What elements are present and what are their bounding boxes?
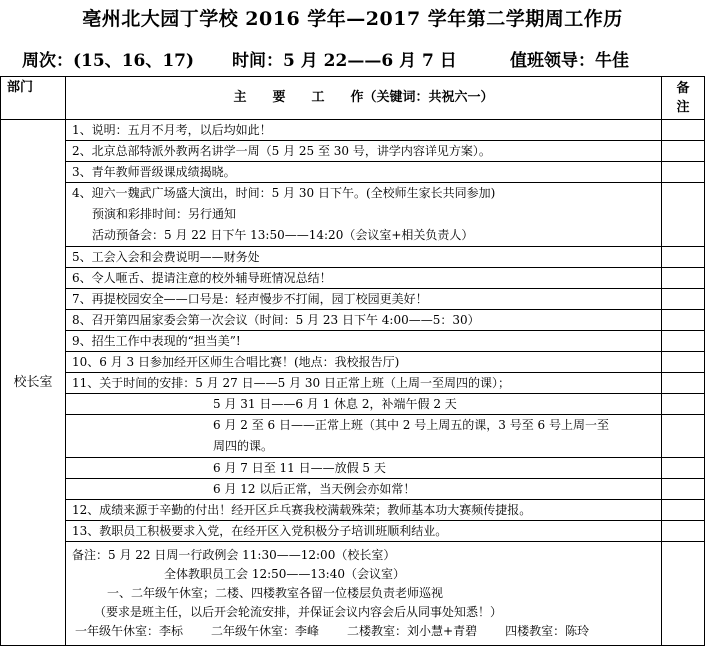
table-row (1, 247, 705, 268)
list-item: 11、关于时间的安排：5 月 27 日——5 月 30 日正常上班（上周一至周四的课）； (66, 373, 662, 394)
table-row (1, 415, 705, 458)
table-row (1, 268, 705, 289)
note-cell (662, 289, 705, 310)
table-row (1, 352, 705, 373)
table-row (1, 521, 705, 542)
item-11-june-2-6: 6 月 2 至 6 日——正常上班（其中 2 号上周五的课，3 号至 6 号上周一至 (213, 418, 609, 432)
note-cell (662, 183, 705, 247)
item-4-rehearsal: 预演和彩排时间：另行通知 (92, 207, 237, 221)
note-cell (662, 394, 705, 415)
remark-line: 备注：5 月 22 日周一行政例会 11:30——12:00（校长室） (72, 548, 396, 562)
remarks-cell (66, 542, 662, 646)
note-cell (662, 500, 705, 521)
table-row (1, 141, 705, 162)
remark-line: 一、二年级午休室；二楼、四楼教室各留一位楼层负责老师巡视 (107, 586, 444, 600)
list-item: 3、青年教师晋级课成绩揭晓。 (66, 162, 662, 183)
note-cell (662, 479, 705, 500)
table-header-row (1, 77, 705, 120)
note-cell (662, 415, 705, 458)
item-4-prep-meeting: 活动预备会：5 月 22 日下午 13:50——14:20（会议室+相关负责人） (92, 228, 474, 242)
note-cell (662, 120, 705, 141)
dept-cell: 校长室 (1, 120, 66, 646)
table-row (1, 310, 705, 331)
note-cell (662, 331, 705, 352)
item-11-june-2-6-cont: 周四的课。 (213, 439, 274, 453)
note-cell (662, 352, 705, 373)
header-dept: 部门 (1, 77, 66, 120)
list-item: 12、成绩来源于辛勤的付出！经开区乒乓赛我校满载殊荣；教师基本功大赛频传捷报。 (66, 500, 662, 521)
note-cell (662, 268, 705, 289)
week-label: 周次：(15、16、17) (22, 51, 195, 71)
header-note (662, 77, 705, 120)
remark-duty-line (72, 622, 661, 641)
note-cell (662, 162, 705, 183)
note-cell (662, 247, 705, 268)
table-row (1, 289, 705, 310)
list-item: 6 月 12 以后正常，当天例会亦如常！ (66, 479, 662, 500)
work-schedule-table (0, 76, 705, 646)
table-row (1, 331, 705, 352)
list-item (66, 415, 662, 458)
table-row (1, 479, 705, 500)
note-cell (662, 141, 705, 162)
list-item: 1、说明：五月不月考，以后均如此！ (66, 120, 662, 141)
note-cell (662, 458, 705, 479)
table-row (1, 500, 705, 521)
time-label: 时间：5 月 22——6 月 7 日 (232, 51, 457, 71)
header-main-work: 主 要 工 作（关键词：共祝六一） (66, 77, 662, 120)
note-cell (662, 373, 705, 394)
list-item: 8、召开第四届家委会第一次会议（时间：5 月 23 日下午 4:00——5：30） (66, 310, 662, 331)
header-note-text: 备注 (676, 81, 690, 115)
table-row (1, 162, 705, 183)
remarks-row (1, 542, 705, 646)
duty-grade1: 一年级午休室：李标 (75, 624, 184, 638)
remark-line: 全体教职员工会 12:50——13:40（会议室） (164, 567, 405, 581)
remark-line: （要求是班主任，以后开会轮流安排，并保证会议内容会后从同事处知悉！） (94, 605, 503, 619)
duty-floor4: 四楼教室：陈玲 (505, 624, 590, 638)
duty-floor2: 二楼教室：刘小慧+青碧 (347, 624, 478, 638)
list-item: 2、北京总部特派外教两名讲学一周（5 月 25 至 30 号，讲学内容详见方案）。 (66, 141, 662, 162)
list-item: 10、6 月 3 日参加经开区师生合唱比赛！(地点：我校报告厅) (66, 352, 662, 373)
table-row (1, 183, 705, 247)
list-item (66, 183, 662, 247)
duty-grade2: 二年级午休室：李峰 (211, 624, 320, 638)
table-row (1, 373, 705, 394)
list-item: 5 月 31 日——6 月 1 休息 2，补端午假 2 天 (66, 394, 662, 415)
note-cell (662, 542, 705, 646)
page-title: 亳州北大园丁学校 2016 学年—2017 学年第二学期周工作历 (82, 8, 623, 30)
list-item: 5、工会入会和会费说明——财务处 (66, 247, 662, 268)
list-item: 6、令人咂舌、提请注意的校外辅导班情况总结！ (66, 268, 662, 289)
item-4-main: 4、迎六一魏武广场盛大演出，时间：5 月 30 日下午。(全校师生家长共同参加) (72, 186, 496, 200)
list-item: 7、再提校园安全——口号是：轻声慢步不打闹，园丁校园更美好！ (66, 289, 662, 310)
table-row (1, 458, 705, 479)
note-cell (662, 310, 705, 331)
leader-label: 值班领导：牛佳 (510, 51, 629, 71)
list-item: 13、教职员工积极要求入党，在经开区入党积极分子培训班顺利结业。 (66, 521, 662, 542)
note-cell (662, 521, 705, 542)
list-item: 9、招生工作中表现的“担当美”! (66, 331, 662, 352)
list-item: 6 月 7 日至 11 日——放假 5 天 (66, 458, 662, 479)
table-row (1, 394, 705, 415)
table-row (1, 120, 705, 141)
